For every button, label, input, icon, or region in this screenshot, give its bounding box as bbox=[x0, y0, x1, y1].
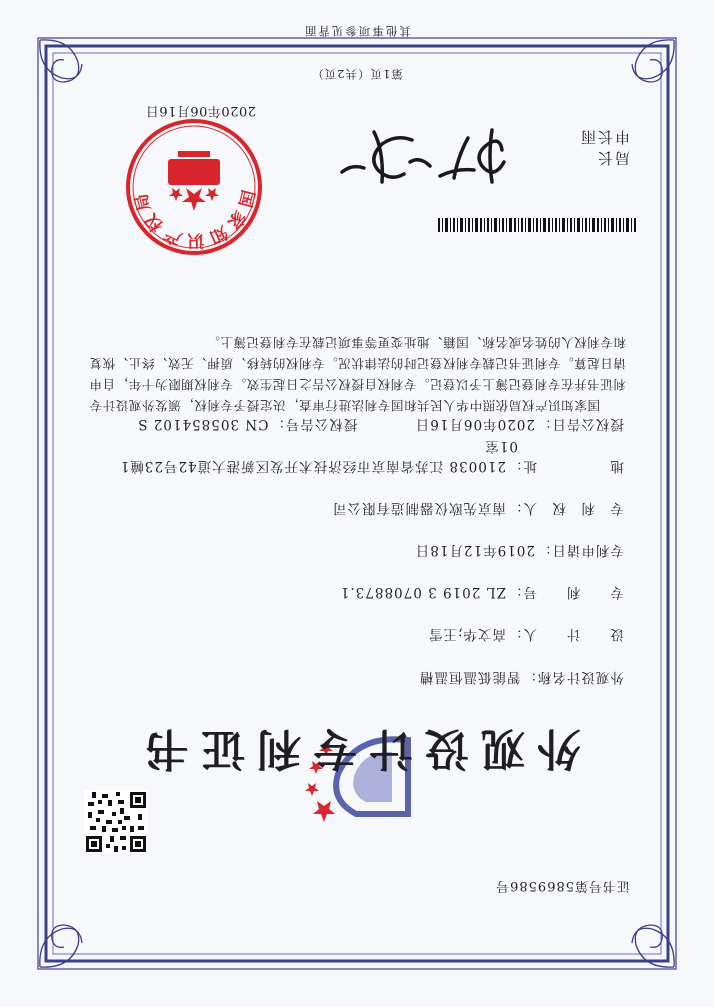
grant-info-row bbox=[137, 416, 624, 436]
official-seal-icon bbox=[124, 117, 264, 257]
signature-icon bbox=[334, 122, 514, 192]
qr-code-icon bbox=[84, 790, 148, 854]
field-designer: 设 计 人：高文华;王雪 bbox=[427, 626, 624, 642]
director-name: 申长雨 bbox=[578, 128, 630, 146]
seal-text: 国家知识产权局 bbox=[130, 187, 258, 250]
field-patentee: 专 利 权 人：南京先欧仪器制造有限公司 bbox=[332, 500, 624, 516]
certificate-title: 外观设计专利证书 bbox=[133, 723, 581, 774]
barcode-icon bbox=[436, 218, 636, 232]
field-address: 地 址：210038 江苏省南京市经济技术开发区新港大道42号23幢1 bbox=[119, 458, 624, 474]
field-design-name: 外观设计名称：智能低温恒温槽 bbox=[419, 669, 624, 685]
grant-date-label: 授权公告日： bbox=[537, 416, 624, 432]
field-address-continued: 01室 bbox=[484, 438, 518, 454]
field-patent-number: 专 利 号：ZL 2019 3 0708873.1 bbox=[339, 584, 624, 600]
page-number: 第1页（共2页） bbox=[311, 67, 403, 81]
director-title: 局长 bbox=[595, 149, 630, 167]
grant-number-value: CN 305854102 S bbox=[137, 416, 269, 432]
footer-note: 其他事项参见背面 bbox=[303, 24, 411, 38]
grant-date-value: 2020年06月16日 bbox=[414, 416, 535, 432]
certificate-number: 证书号第5869586号 bbox=[495, 878, 630, 893]
statement-paragraph: 国家知识产权局依照中华人民共和国专利法进行审查，决定授予专利权，颁发外观设计专利证书并在专利登记簿上予以登记。专利权自授权公告之日起生效。专利权期限为十年，自申请日起算。专利证书记载专利权登记时的法律状况。专利权的转移、质押、无效、终止、恢复和专利权人的姓名或名称、国籍、地址变更等事项记载在专利登记簿上。 bbox=[88, 335, 626, 413]
seal-date: 2020年06月16日 bbox=[145, 103, 256, 118]
grant-number-label: 授权公告号： bbox=[270, 416, 358, 432]
field-application-date: 专利申请日：2019年12月18日 bbox=[414, 542, 624, 558]
